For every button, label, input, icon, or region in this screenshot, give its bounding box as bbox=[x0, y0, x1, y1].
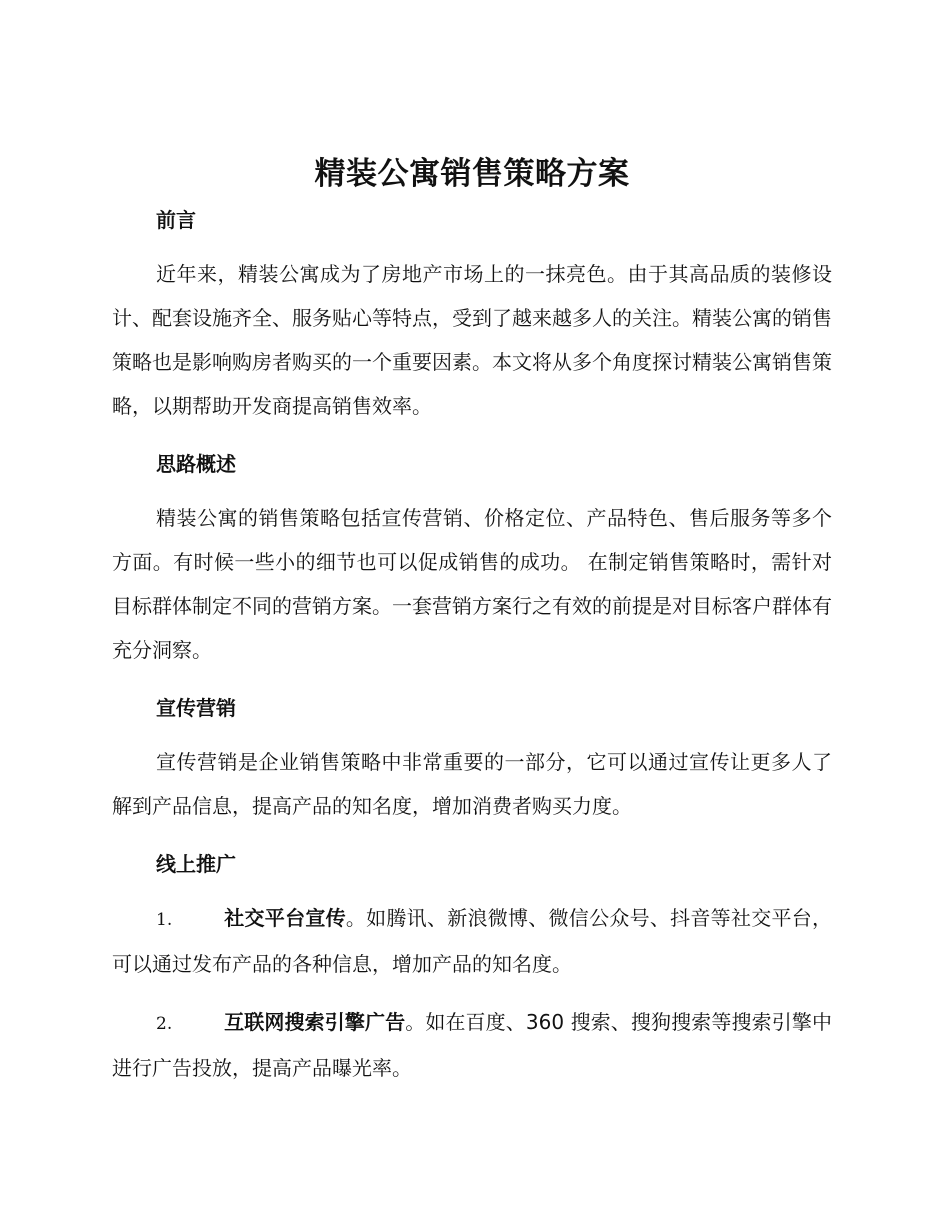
spacer bbox=[112, 828, 832, 842]
list-item-title: 社交平台宣传 bbox=[224, 906, 346, 930]
list-number: 2. bbox=[156, 1014, 173, 1034]
list-item bbox=[112, 896, 832, 986]
paragraph-marketing: 宣传营销是企业销售策略中非常重要的一部分，它可以通过宣传让更多人了解到产品信息，提高产品的知名度，增加消费者购买力度。 bbox=[112, 750, 832, 818]
list-item-text: 。如腾讯、新浪微博、微信公众号、抖音等社交平台，可以通过发布产品的各种信息，增加产品的知名度。 bbox=[112, 906, 833, 976]
list-number: 1. bbox=[156, 910, 173, 930]
section-heading-online: 线上推广 bbox=[156, 852, 236, 876]
paragraph-overview: 精装公寓的销售策略包括宣传营销、价格定位、产品特色、售后服务等多个方面。有时候一些小的细节也可以促成销售的成功。 在制定销售策略时，需针对目标群体制定不同的营销方案。一套营销方案行之有效的前提是对目标客户群体有充分洞察。 bbox=[112, 506, 832, 662]
section-heading-preface: 前言 bbox=[156, 208, 196, 232]
spacer bbox=[112, 428, 832, 442]
spacer bbox=[112, 672, 832, 686]
list-item-title: 互联网搜索引擎广告 bbox=[224, 1010, 406, 1034]
spacer bbox=[112, 242, 832, 252]
spacer bbox=[112, 986, 832, 1000]
section-heading-overview: 思路概述 bbox=[156, 452, 236, 476]
spacer bbox=[112, 886, 832, 896]
section-heading-marketing: 宣传营销 bbox=[156, 696, 236, 720]
document-title: 精装公寓销售策略方案 bbox=[314, 156, 630, 192]
list-item-text: 。如在百度、360 搜索、搜狗搜索等搜索引擎中进行广告投放，提高产品曝光率。 bbox=[112, 1010, 833, 1080]
paragraph-preface: 近年来，精装公寓成为了房地产市场上的一抹亮色。由于其高品质的装修设计、配套设施齐全、服务贴心等特点，受到了越来越多人的关注。精装公寓的销售策略也是影响购房者购买的一个重要因素。本文将从多个角度探讨精装公寓销售策略，以期帮助开发商提高销售效率。 bbox=[112, 262, 832, 418]
spacer bbox=[112, 486, 832, 496]
document-page bbox=[112, 150, 832, 1090]
spacer bbox=[112, 730, 832, 740]
list-item bbox=[112, 1000, 832, 1090]
